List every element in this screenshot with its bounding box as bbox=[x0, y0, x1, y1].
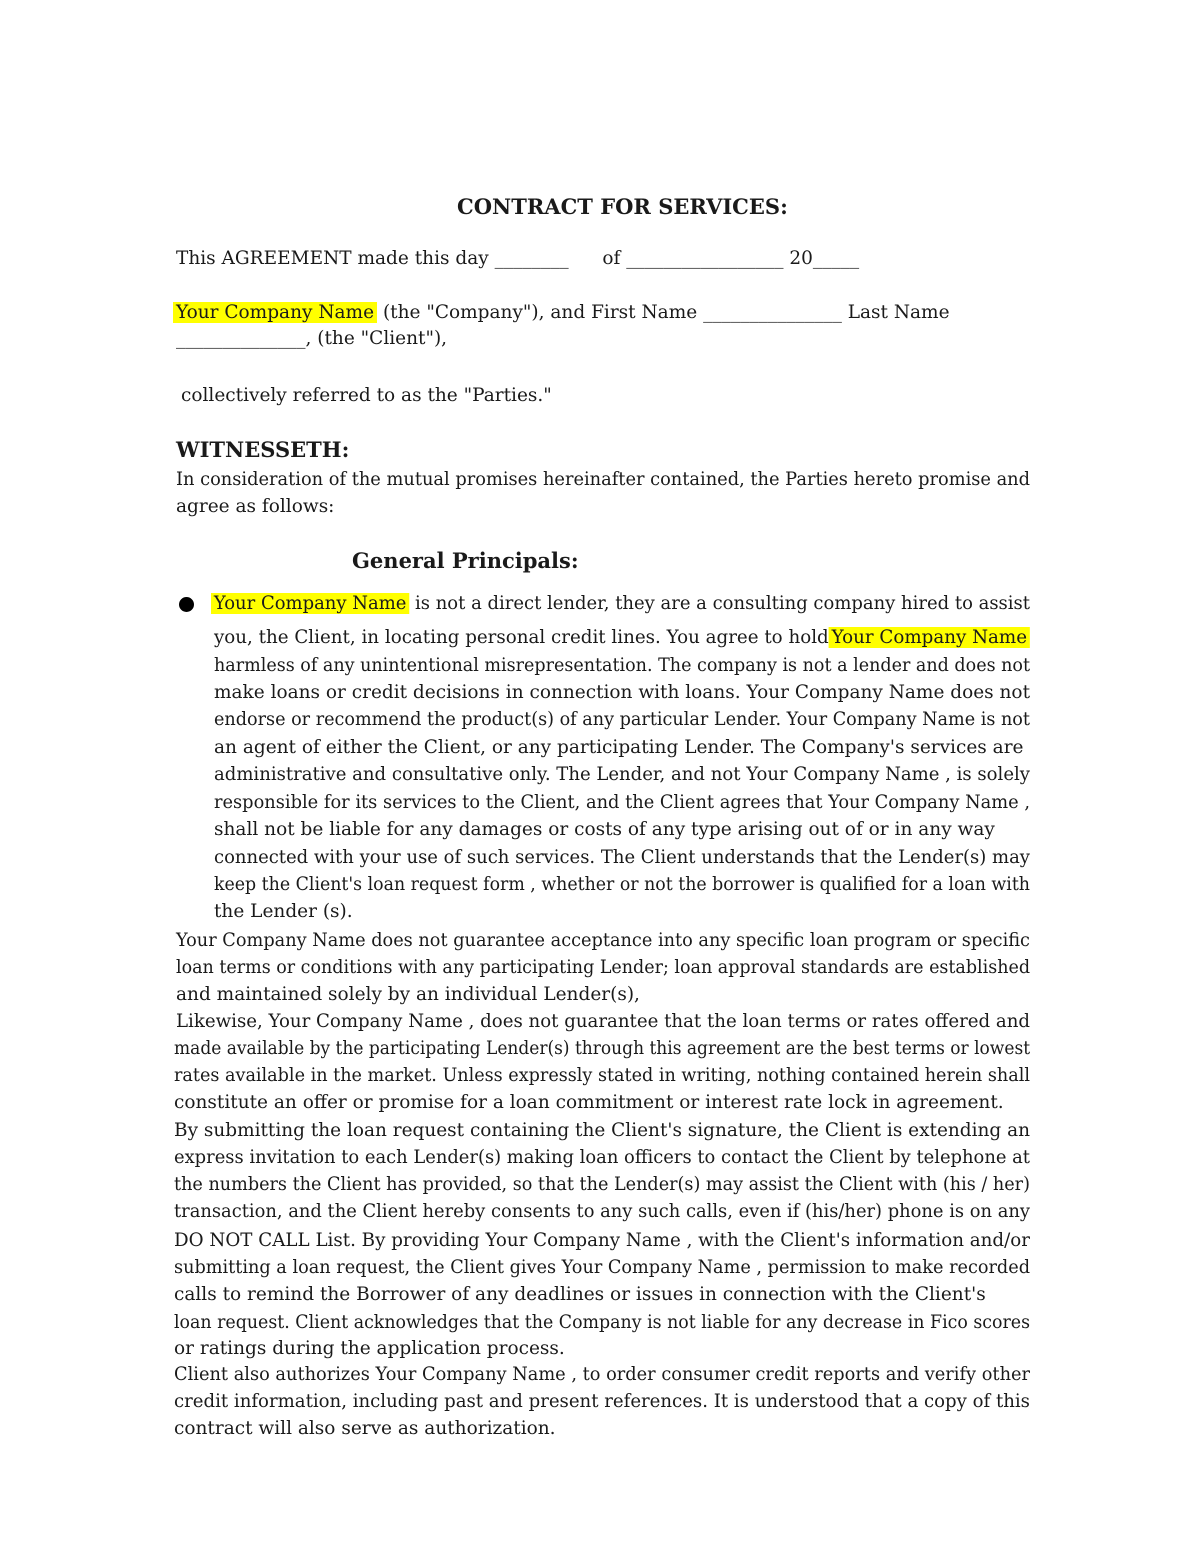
witnesseth-line: In consideration of the mutual promises hereinafter contained, the Parties hereto promise and bbox=[176, 469, 1031, 490]
parties-line-1 bbox=[173, 300, 950, 326]
contract-title: CONTRACT FOR SERVICES: bbox=[457, 194, 788, 219]
parties-line-2: ______________, (the "Client"), bbox=[176, 328, 448, 349]
principal-line-text: you, the Client, in locating personal credit lines. You agree to hold bbox=[214, 627, 829, 648]
body-line: DO NOT CALL List. By providing Your Company Name , with the Client's information and/or bbox=[174, 1230, 1030, 1251]
principal-line: make loans or credit decisions in connection with loans. Your Company Name does not bbox=[214, 682, 1031, 703]
witnesseth-heading: WITNESSETH: bbox=[176, 437, 350, 462]
principal-line: keep the Client's loan request form , whether or not the borrower is qualified for a loan with bbox=[214, 874, 1030, 895]
collectively-line: collectively referred to as the "Parties." bbox=[181, 385, 552, 406]
body-line: contract will also serve as authorization. bbox=[174, 1418, 556, 1439]
agreement-date-month-year: of _________________ 20_____ bbox=[602, 248, 860, 269]
principal-line: harmless of any unintentional misrepresentation. The company is not a lender and does not bbox=[214, 655, 1031, 676]
agreement-date-day: This AGREEMENT made this day ________ bbox=[176, 248, 569, 269]
body-line: Your Company Name does not guarantee acceptance into any specific loan program or specific bbox=[176, 930, 1030, 951]
general-principals-heading: General Principals: bbox=[352, 548, 579, 573]
principal-line-text: is not a direct lender, they are a consulting company hired to assist bbox=[415, 593, 1030, 614]
body-line: express invitation to each Lender(s) making loan officers to contact the Client by telephone at bbox=[174, 1147, 1030, 1168]
body-line: submitting a loan request, the Client gives Your Company Name , permission to make recorded bbox=[174, 1257, 1031, 1278]
company-name-highlight: Your Company Name bbox=[211, 593, 409, 614]
principal-line: an agent of either the Client, or any participating Lender. The Company's services are bbox=[214, 737, 1024, 758]
bullet-icon bbox=[179, 597, 194, 612]
company-name-highlight: Your Company Name bbox=[173, 302, 377, 323]
body-line: Likewise, Your Company Name , does not guarantee that the loan terms or rates offered and bbox=[176, 1011, 1031, 1032]
body-line: or ratings during the application process. bbox=[174, 1338, 565, 1359]
body-line: Client also authorizes Your Company Name , to order consumer credit reports and verify other bbox=[174, 1364, 1031, 1385]
company-name-highlight: Your Company Name bbox=[829, 627, 1030, 648]
principal-line: connected with your use of such services. The Client understands that the Lender(s) may bbox=[214, 847, 1030, 868]
body-line: and maintained solely by an individual Lender(s), bbox=[176, 984, 640, 1005]
principal-line: shall not be liable for any damages or costs of any type arising out of or in any way bbox=[214, 819, 995, 840]
principal-line: the Lender (s). bbox=[214, 901, 353, 922]
body-line: transaction, and the Client hereby consents to any such calls, even if (his/her) phone is on any bbox=[174, 1201, 1030, 1222]
body-line: the numbers the Client has provided, so that the Lender(s) may assist the Client with (his / her) bbox=[174, 1174, 1030, 1195]
body-line: constitute an offer or promise for a loan commitment or interest rate lock in agreement. bbox=[174, 1092, 1004, 1113]
body-line: rates available in the market. Unless expressly stated in writing, nothing contained herein shall bbox=[174, 1065, 1030, 1086]
agreement-date-line bbox=[176, 246, 859, 272]
parties-line-1-text: (the "Company"), and First Name _______________ Last Name bbox=[382, 302, 950, 323]
principal-line bbox=[214, 625, 1030, 651]
principal-line: responsible for its services to the Client, and the Client agrees that Your Company Name , bbox=[214, 792, 1030, 813]
body-line: By submitting the loan request containing the Client's signature, the Client is extending an bbox=[174, 1120, 1031, 1141]
body-line: loan request. Client acknowledges that the Company is not liable for any decrease in Fico scores bbox=[174, 1312, 1031, 1333]
principal-line: endorse or recommend the product(s) of any particular Lender. Your Company Name is not bbox=[214, 709, 1030, 730]
principal-line bbox=[211, 591, 1030, 617]
body-line: calls to remind the Borrower of any deadlines or issues in connection with the Client's bbox=[174, 1284, 986, 1305]
principal-line: administrative and consultative only. The Lender, and not Your Company Name , is solely bbox=[214, 764, 1030, 785]
body-line: credit information, including past and present references. It is understood that a copy of this bbox=[174, 1391, 1030, 1412]
body-line: made available by the participating Lender(s) through this agreement are the best terms or lowest bbox=[174, 1038, 1031, 1059]
witnesseth-line: agree as follows: bbox=[176, 496, 335, 517]
body-line: loan terms or conditions with any participating Lender; loan approval standards are established bbox=[176, 957, 1031, 978]
